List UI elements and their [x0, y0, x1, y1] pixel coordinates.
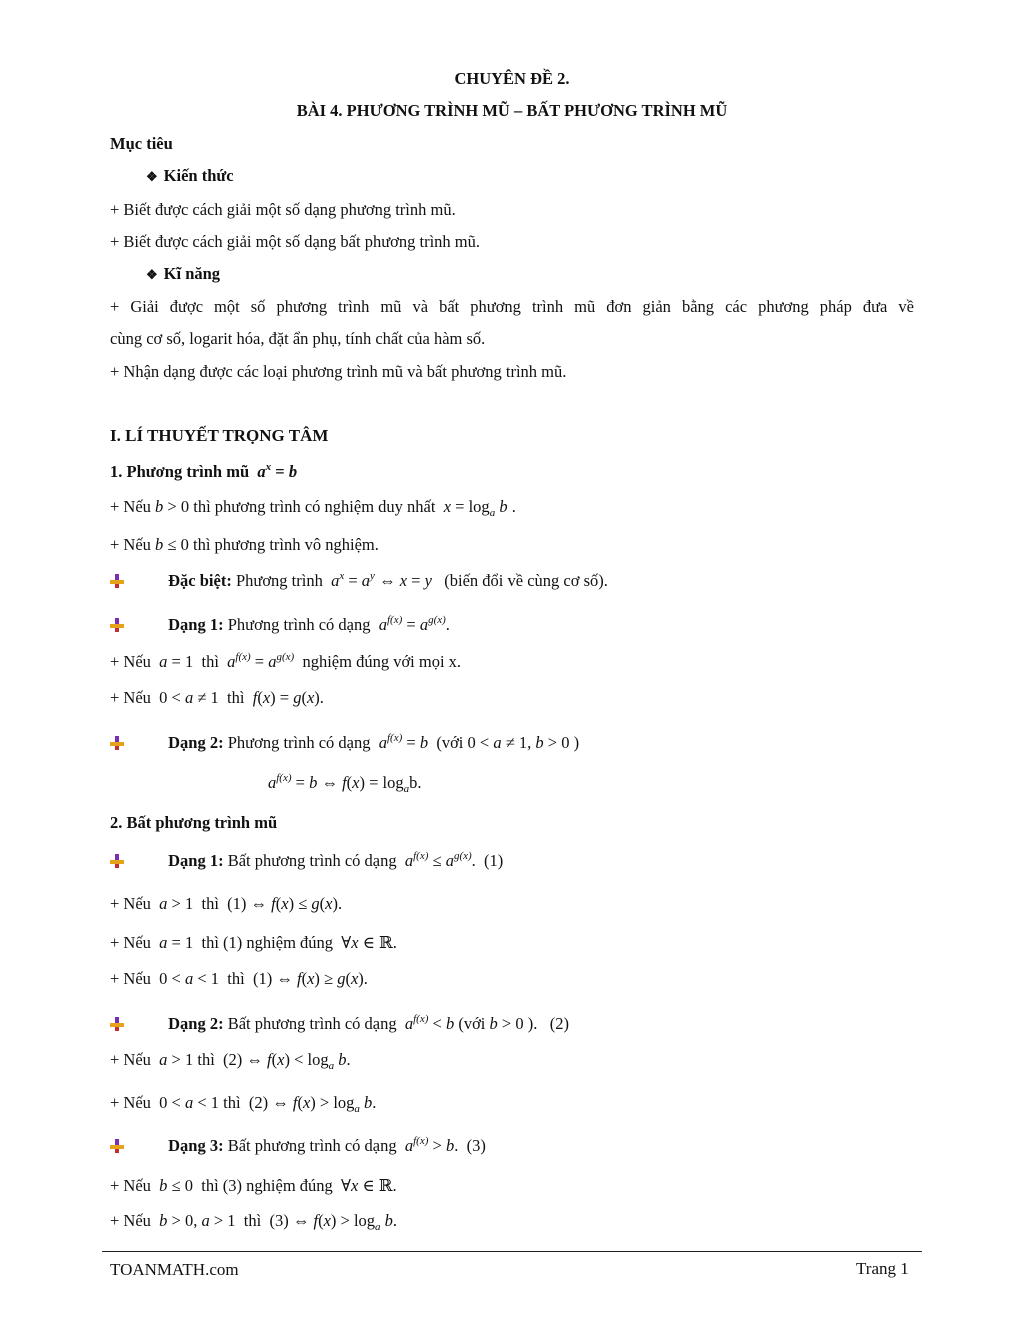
form-line: Dạng 1: Bất phương trình có dạng $a^{f(x)} \le a^{g(x)}$. (1) [110, 851, 503, 871]
chapter-title: CHUYÊN ĐỀ 2. [454, 69, 570, 88]
lesson-title: BÀI 4. PHƯƠNG TRÌNH MŨ – BẤT PHƯƠNG TRÌNH MŨ [296, 101, 728, 120]
skills-heading: ❖ Kĩ năng [146, 264, 221, 283]
form-line: Dạng 2: Phương trình có dạng $a^{f(x)} = b$ (với 0 < a ≠ 1, b > 0 ) [110, 733, 579, 753]
footer-site: TOANMATH.com [110, 1260, 239, 1279]
plus-bullet-icon [110, 736, 124, 750]
form-line: Dạng 2: Bất phương trình có dạng $a^{f(x)} < b$ (với b > 0 ). (2) [110, 1014, 569, 1034]
form-line: Dạng 3: Bất phương trình có dạng $a^{f(x)} > b$. (3) [110, 1136, 486, 1156]
diamond-bullet-icon: ❖ [146, 169, 158, 184]
special-line: Đặc biệt: Phương trình $a^x = a^y$ ⇔ x = y (biến đổi về cùng cơ số). [110, 571, 608, 591]
knowledge-heading: ❖ Kiến thức [146, 166, 234, 185]
rule-line: + Nếu a > 1 thì (2) ⇔ $f(x) < \log_a b$. [110, 1050, 351, 1072]
formula-line: $a^{f(x)} = b$ ⇔ $f(x) = \log_ab$. [268, 772, 422, 795]
diamond-bullet-icon: ❖ [146, 267, 158, 282]
rule-line: + Nếu b ≤ 0 thì phương trình vô nghiệm. [110, 535, 379, 554]
plus-bullet-icon [110, 854, 124, 868]
page-number: Trang 1 [856, 1259, 909, 1278]
objectives-title: Mục tiêu [110, 134, 173, 153]
plus-bullet-icon [110, 574, 124, 588]
plus-bullet-icon [110, 1017, 124, 1031]
rule-line: + Nếu a = 1 thì $a^{f(x)} = a^{g(x)}$ nghiệm đúng với mọi x. [110, 651, 462, 671]
rule-line: + Nếu b > 0, a > 1 thì (3) ⇔ $f(x) > \log_a b$. [110, 1211, 398, 1233]
rule-line: + Nếu b ≤ 0 thì (3) nghiệm đúng ∀x ∈ ℝ. [110, 1176, 397, 1195]
rule-line: + Nếu 0 < a < 1 thì (1) ⇔ f(x) ≥ g(x). [110, 969, 368, 988]
rule-line: + Nếu 0 < a < 1 thì (2) ⇔ $f(x) > \log_a b$. [110, 1093, 377, 1115]
knowledge-item: + Biết được cách giải một số dạng phương trình mũ. [110, 200, 456, 219]
skill-item-line: cùng cơ số, logarit hóa, đặt ẩn phụ, tính chất của hàm số. [110, 329, 486, 348]
rule-line: + Nếu a = 1 thì (1) nghiệm đúng ∀x ∈ ℝ. [110, 933, 397, 952]
footer-divider [102, 1251, 922, 1252]
rule-line: + Nếu a > 1 thì (1) ⇔ f(x) ≤ g(x). [110, 894, 343, 913]
plus-bullet-icon [110, 1139, 124, 1153]
knowledge-item: + Biết được cách giải một số dạng bất phương trình mũ. [110, 232, 480, 251]
rule-line: + Nếu 0 < a ≠ 1 thì f(x) = g(x). [110, 688, 324, 707]
rule-line: + Nếu b > 0 thì phương trình có nghiệm duy nhất $x = \log_a b$ . [110, 497, 516, 519]
plus-bullet-icon [110, 618, 124, 632]
subsection-heading: 1. Phương trình mũ $a^x = b$ [110, 461, 298, 481]
subsection-heading: 2. Bất phương trình mũ [110, 813, 278, 832]
skill-item: + Nhận dạng được các loại phương trình mũ và bất phương trình mũ. [110, 362, 567, 381]
section-heading: I. LÍ THUYẾT TRỌNG TÂM [110, 426, 329, 445]
form-line: Dạng 1: Phương trình có dạng $a^{f(x)} = a^{g(x)}$. [110, 615, 450, 635]
skill-item-line: + Giải được một số phương trình mũ và bất phương trình mũ đơn giản bằng các phương pháp đưa về [110, 297, 914, 316]
